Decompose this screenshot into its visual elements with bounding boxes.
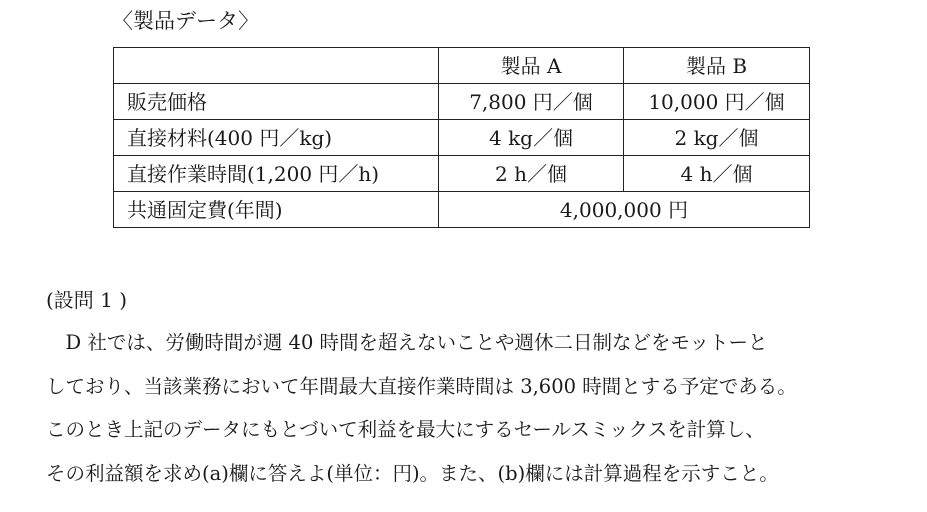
row-label-direct-labor-hours: 直接作業時間(1,200 円／h) xyxy=(114,156,439,192)
question-body xyxy=(46,321,906,495)
section-heading: 〈製品データ〉 xyxy=(112,9,259,33)
row-label-common-fixed-cost: 共通固定費(年間) xyxy=(114,192,439,228)
header-cell-product-b: 製品 B xyxy=(624,48,810,84)
cell-common-fixed-cost: 4,000,000 円 xyxy=(439,192,810,228)
row-label-direct-material: 直接材料(400 円／kg) xyxy=(114,120,439,156)
row-label-sales-price: 販売価格 xyxy=(114,84,439,120)
cell-direct-labor-hours-a: 2 h／個 xyxy=(439,156,624,192)
question-line: このとき上記のデータにもとづいて利益を最大にするセールスミックスを計算し、 xyxy=(46,418,765,441)
product-data-table xyxy=(113,47,810,228)
cell-direct-material-a: 4 kg／個 xyxy=(439,120,624,156)
header-cell-product-a: 製品 A xyxy=(439,48,624,84)
cell-sales-price-a: 7,800 円／個 xyxy=(439,84,624,120)
cell-direct-material-b: 2 kg／個 xyxy=(624,120,810,156)
question-line: その利益額を求め(a)欄に答えよ(単位：円)。また、(b)欄には計算過程を示すこと。 xyxy=(46,461,779,485)
cell-sales-price-b: 10,000 円／個 xyxy=(624,84,810,120)
table-row xyxy=(114,120,810,156)
question-title: (設問 1 ) xyxy=(46,288,128,312)
table-row xyxy=(114,192,810,228)
table-row xyxy=(114,84,810,120)
header-cell-empty xyxy=(114,48,439,84)
question-line: D 社では、労働時間が週 40 時間を超えないことや週休二日制などをモットーと xyxy=(46,331,768,354)
table-header-row xyxy=(114,48,810,84)
question-line: しており、当該業務において年間最大直接作業時間は 3,600 時間とする予定である。 xyxy=(46,374,797,398)
table-row xyxy=(114,156,810,192)
cell-direct-labor-hours-b: 4 h／個 xyxy=(624,156,810,192)
